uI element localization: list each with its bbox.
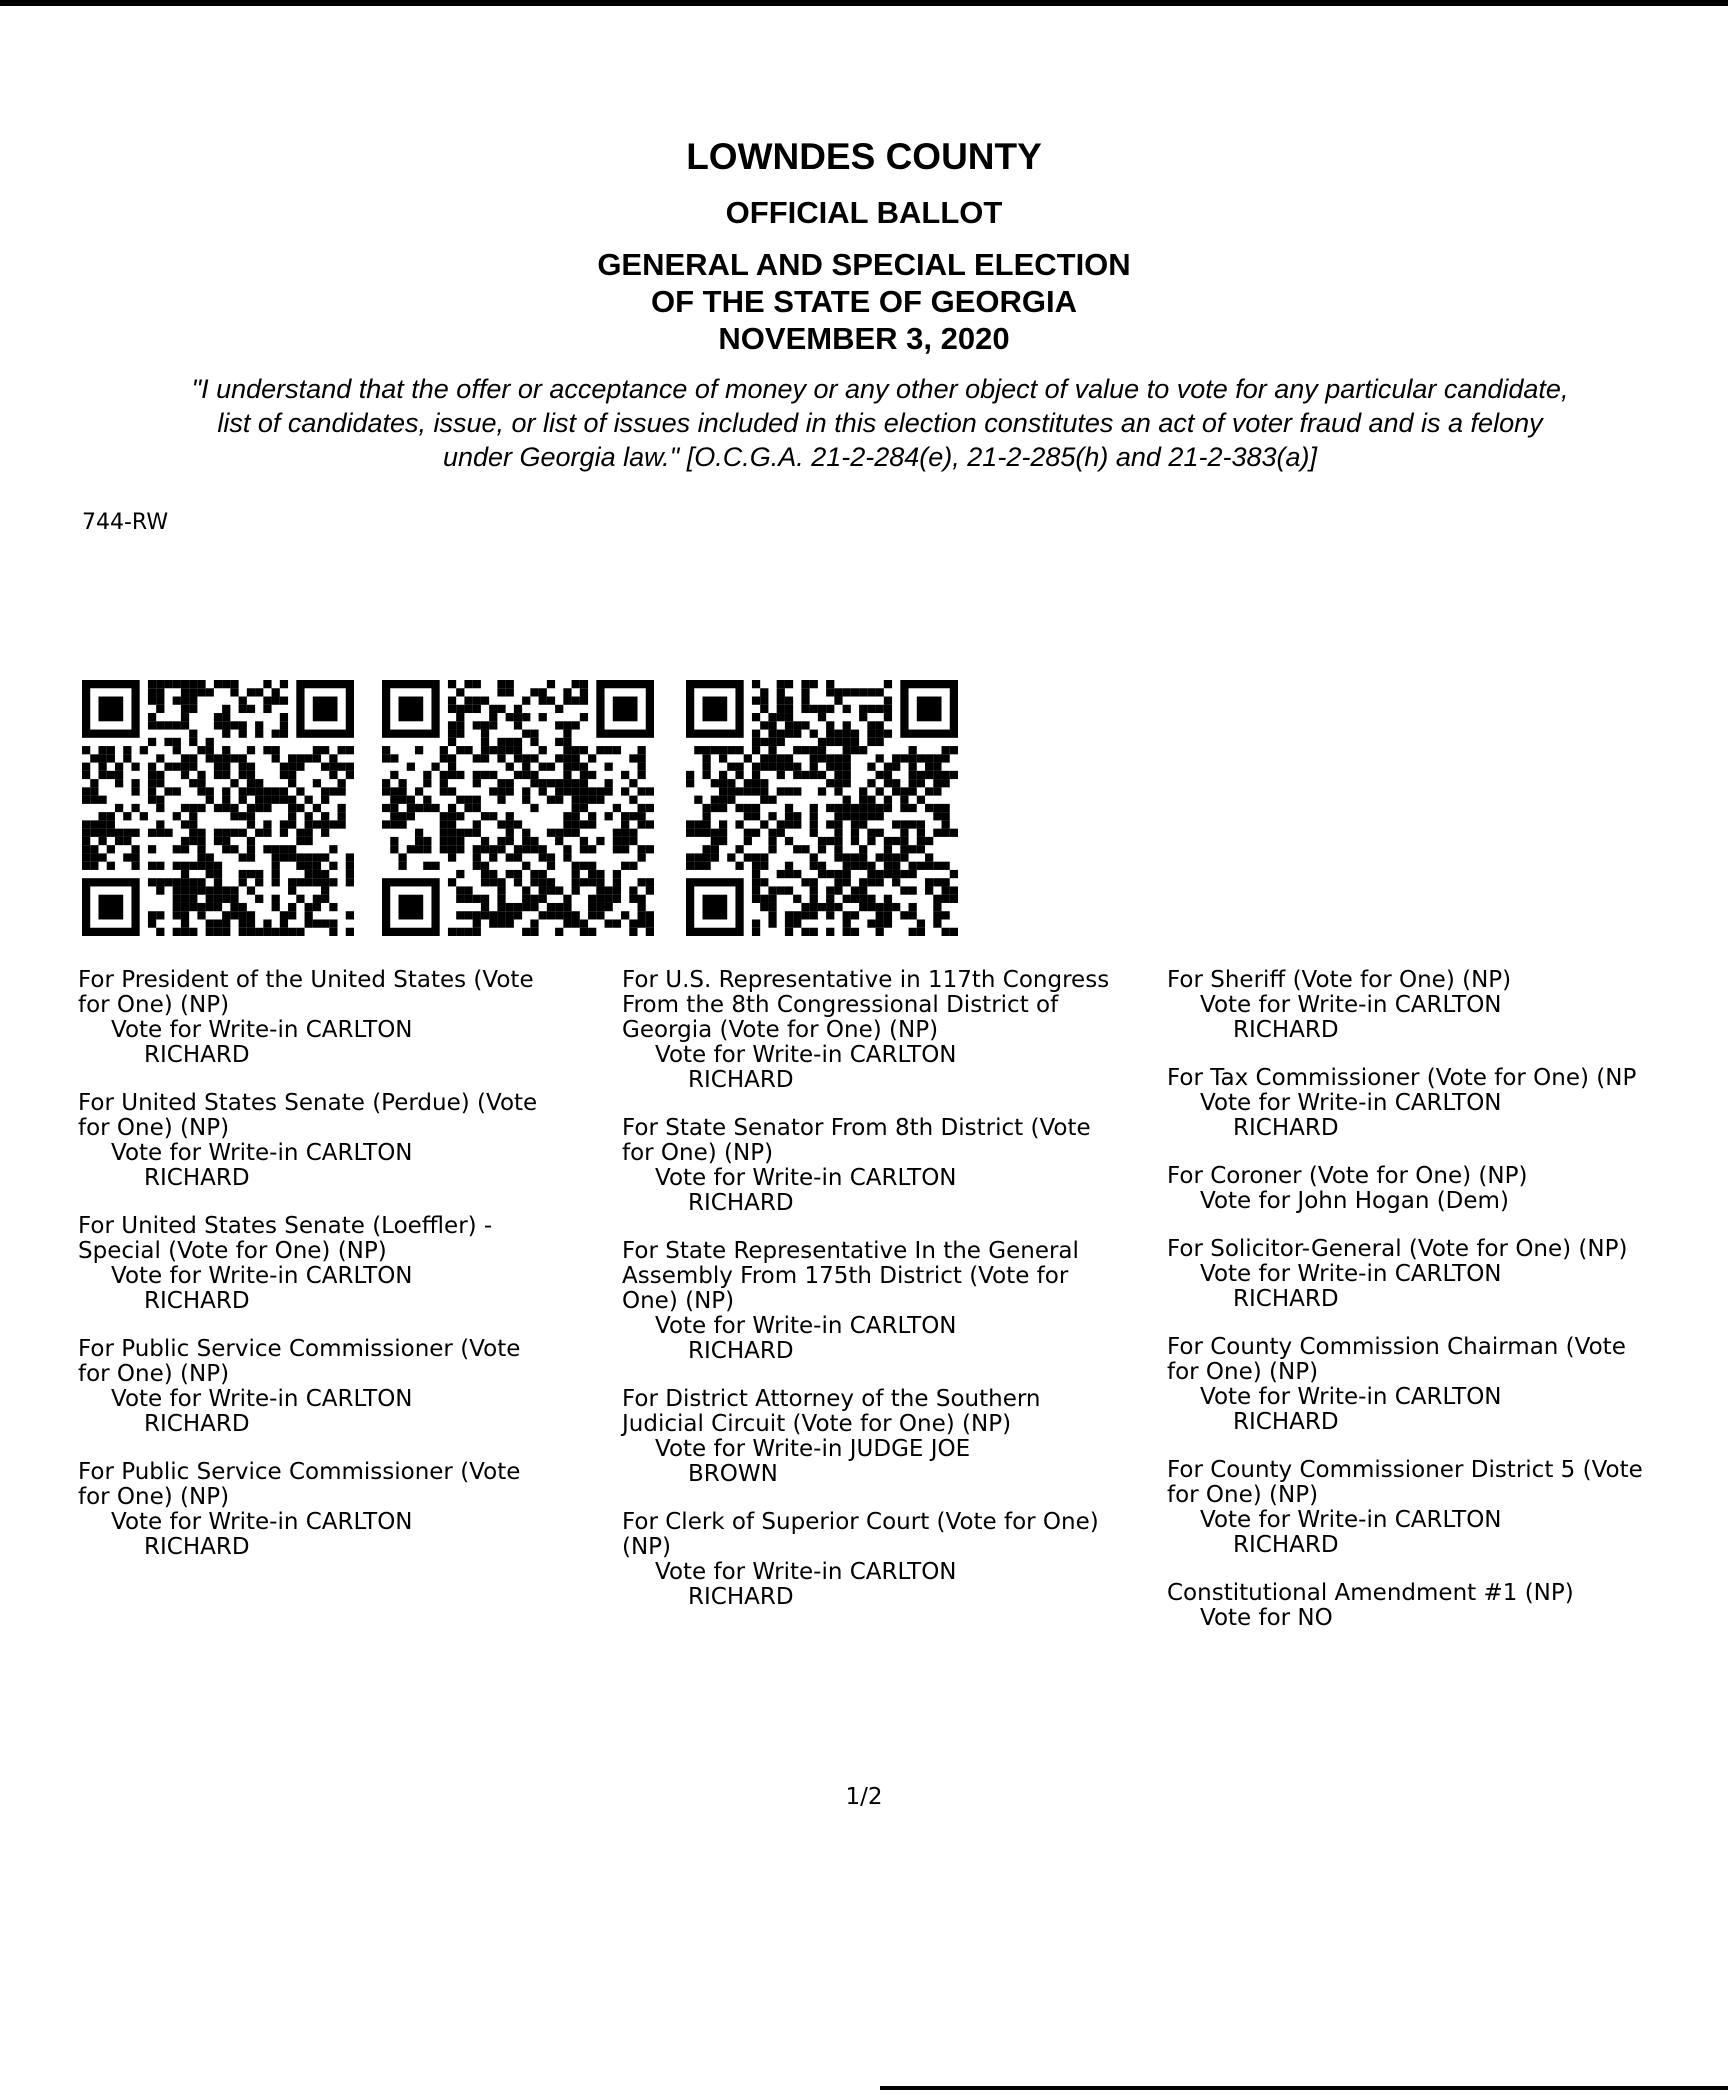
vote-selection: Vote for Write-in CARLTON xyxy=(111,1140,413,1166)
vote-selection-continued: RICHARD xyxy=(1233,1017,1339,1043)
vote-selection-continued: RICHARD xyxy=(1233,1286,1339,1312)
vote-selection: Vote for Write-in CARLTON xyxy=(1200,992,1502,1018)
contest-block xyxy=(78,1214,598,1314)
contest-title: For Clerk of Superior Court (Vote for One) xyxy=(622,1509,1099,1535)
contest-title: for One) (NP) xyxy=(622,1140,774,1166)
vote-selection: Vote for Write-in CARLTON xyxy=(655,1165,957,1191)
election-line-2: OF THE STATE OF GEORGIA xyxy=(651,284,1077,319)
page-number: 1/2 xyxy=(845,1784,883,1810)
vote-selection: Vote for John Hogan (Dem) xyxy=(1200,1188,1509,1214)
contest-title: (NP) xyxy=(622,1534,672,1560)
contest-block xyxy=(1167,1237,1727,1312)
contest-block xyxy=(78,1337,598,1437)
top-border xyxy=(0,0,1728,6)
vote-selection-continued: RICHARD xyxy=(144,1288,250,1314)
election-line-1: GENERAL AND SPECIAL ELECTION xyxy=(597,247,1131,282)
vote-selection: Vote for Write-in CARLTON xyxy=(111,1263,413,1289)
contest-title: Judicial Circuit (Vote for One) (NP) xyxy=(622,1411,1012,1437)
vote-selection-continued: RICHARD xyxy=(688,1190,794,1216)
contest-column-left xyxy=(78,968,598,1583)
contest-title: For Coroner (Vote for One) (NP) xyxy=(1167,1163,1528,1189)
vote-selection-continued: RICHARD xyxy=(1233,1115,1339,1141)
contest-title: For County Commission Chairman (Vote xyxy=(1167,1334,1626,1360)
vote-selection: Vote for Write-in CARLTON xyxy=(655,1559,957,1585)
voter-oath xyxy=(60,372,1700,474)
contest-block xyxy=(622,1239,1162,1364)
county-title: LOWNDES COUNTY xyxy=(686,136,1042,177)
contest-title: For President of the United States (Vote xyxy=(78,967,534,993)
contest-title: For Sheriff (Vote for One) (NP) xyxy=(1167,968,1512,993)
contest-title: for One) (NP) xyxy=(78,1115,230,1141)
contest-block xyxy=(622,968,1162,1093)
vote-selection-continued: RICHARD xyxy=(1233,1409,1339,1435)
ballot-style-id: 744-RW xyxy=(82,510,169,535)
vote-selection-continued: RICHARD xyxy=(144,1165,250,1191)
vote-selection-continued: BROWN xyxy=(688,1461,778,1487)
vote-selection-continued: RICHARD xyxy=(688,1338,794,1364)
contest-title: For U.S. Representative in 117th Congress xyxy=(622,967,1110,993)
contest-title: For Tax Commissioner (Vote for One) (NP xyxy=(1167,1065,1637,1091)
vote-selection: Vote for Write-in CARLTON xyxy=(111,1017,413,1043)
ballot-type: OFFICIAL BALLOT xyxy=(725,195,1003,230)
qr-code xyxy=(686,680,958,936)
contest-title: for One) (NP) xyxy=(78,1484,230,1510)
oath-line-1: "I understand that the offer or acceptance of money or any other object of value to vote for any particular candidate, xyxy=(191,374,1569,404)
vote-selection: Vote for Write-in CARLTON xyxy=(655,1042,957,1068)
contest-title: For Public Service Commissioner (Vote xyxy=(78,1336,521,1362)
contest-title: For Public Service Commissioner (Vote xyxy=(78,1459,521,1485)
qr-code xyxy=(82,680,354,936)
vote-selection-continued: RICHARD xyxy=(144,1042,250,1068)
contest-block xyxy=(622,1116,1162,1216)
vote-selection-continued: RICHARD xyxy=(1233,1532,1339,1558)
contest-title: For Solicitor-General (Vote for One) (NP) xyxy=(1167,1236,1628,1262)
vote-selection-continued: RICHARD xyxy=(688,1067,794,1093)
bottom-border xyxy=(880,2086,1728,2090)
contest-title: for One) (NP) xyxy=(1167,1482,1319,1508)
vote-selection: Vote for Write-in CARLTON xyxy=(1200,1090,1502,1116)
contest-title: For District Attorney of the Southern xyxy=(622,1386,1041,1412)
vote-selection: Vote for Write-in CARLTON xyxy=(1200,1261,1502,1287)
contest-title: for One) (NP) xyxy=(78,1361,230,1387)
qr-code xyxy=(382,680,654,936)
contest-block xyxy=(1167,968,1727,1043)
vote-selection: Vote for NO xyxy=(1200,1605,1333,1631)
contest-title: for One) (NP) xyxy=(78,992,230,1018)
vote-selection-continued: RICHARD xyxy=(688,1584,794,1610)
contest-block xyxy=(78,968,598,1068)
contest-block xyxy=(1167,1458,1727,1558)
contest-title: For United States Senate (Loeffler) - xyxy=(78,1213,493,1239)
contest-block xyxy=(78,1091,598,1191)
election-date: NOVEMBER 3, 2020 xyxy=(718,321,1010,356)
vote-selection: Vote for Write-in JUDGE JOE xyxy=(655,1436,971,1462)
contest-title: Georgia (Vote for One) (NP) xyxy=(622,1017,939,1043)
contest-title: For State Senator From 8th District (Vote xyxy=(622,1115,1091,1141)
contest-title: For United States Senate (Perdue) (Vote xyxy=(78,1090,538,1116)
contest-title: For State Representative In the General xyxy=(622,1238,1079,1264)
oath-line-3: under Georgia law." [O.C.G.A. 21-2-284(e), 21-2-285(h) and 21-2-383(a)] xyxy=(442,442,1318,472)
contest-block xyxy=(1167,1335,1727,1435)
contest-block xyxy=(1167,1066,1727,1141)
vote-selection: Vote for Write-in CARLTON xyxy=(1200,1507,1502,1533)
contest-title: Assembly From 175th District (Vote for xyxy=(622,1263,1069,1289)
contest-block xyxy=(622,1387,1162,1487)
contest-column-right xyxy=(1167,968,1727,1654)
vote-selection: Vote for Write-in CARLTON xyxy=(111,1509,413,1535)
contest-block xyxy=(622,1510,1162,1610)
contest-title: Constitutional Amendment #1 (NP) xyxy=(1167,1580,1574,1606)
contest-title: From the 8th Congressional District of xyxy=(622,992,1059,1018)
contest-block xyxy=(1167,1164,1727,1214)
vote-selection-continued: RICHARD xyxy=(144,1534,250,1560)
contest-column-middle xyxy=(622,968,1162,1633)
contest-block xyxy=(78,1460,598,1560)
vote-selection: Vote for Write-in CARLTON xyxy=(111,1386,413,1412)
contest-title: for One) (NP) xyxy=(1167,1359,1319,1385)
contest-title: Special (Vote for One) (NP) xyxy=(78,1238,387,1264)
contest-title: For County Commissioner District 5 (Vote xyxy=(1167,1457,1643,1483)
election-title xyxy=(0,246,1728,357)
contest-title: One) (NP) xyxy=(622,1288,735,1314)
vote-selection-continued: RICHARD xyxy=(144,1411,250,1437)
vote-selection: Vote for Write-in CARLTON xyxy=(1200,1384,1502,1410)
vote-selection: Vote for Write-in CARLTON xyxy=(655,1313,957,1339)
contest-block xyxy=(1167,1581,1727,1631)
oath-line-2: list of candidates, issue, or list of issues included in this election constitutes an act of voter fraud and is a felony xyxy=(217,408,1543,438)
